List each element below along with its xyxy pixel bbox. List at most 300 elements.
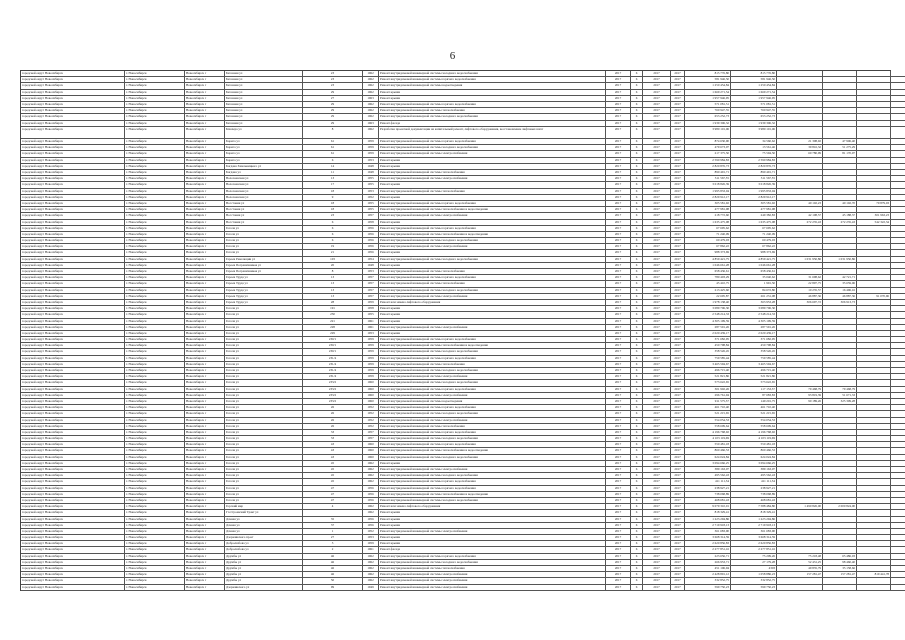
table-cell: 451 106,94 [685, 566, 731, 572]
table-cell: 2017 [671, 170, 685, 176]
table-cell: 2017 [643, 492, 671, 498]
table-cell: 1957 [363, 294, 379, 300]
table-cell: 2017 [643, 331, 671, 337]
table-cell: 6 [631, 263, 643, 269]
table-cell: г. Новосибирск [125, 170, 185, 176]
table-cell: 2017 [671, 226, 685, 232]
table-cell: г. Новосибирск [125, 213, 185, 219]
table-cell: 4 [303, 504, 363, 510]
table-cell: Новосибирск г [185, 102, 225, 108]
table-cell: Новосибирск г [185, 331, 225, 337]
table-cell: 554 054,53 [731, 418, 777, 424]
table-cell: 2017 [671, 189, 685, 195]
table-cell: 1953 [363, 535, 379, 541]
table-cell: 2017 [643, 473, 671, 479]
table-cell: 550 481,18 [731, 442, 777, 448]
table-cell: 6 [631, 424, 643, 430]
table-cell: 325 309,28 [823, 399, 857, 405]
table-cell: 1959 [363, 362, 379, 368]
table-cell: 6 [631, 504, 643, 510]
table-cell: 2017 [606, 250, 631, 256]
table-cell: 233/2 [303, 380, 363, 386]
table-cell: 2017 [643, 547, 671, 553]
table-cell: 287 591,26 [685, 325, 731, 331]
table-cell: 1957 [363, 436, 379, 442]
table-cell: 558 609,64 [685, 424, 731, 430]
table-cell: Ремонт внутридомовой инженерной системы горячего водоснабжения [379, 102, 606, 108]
table-cell: Волочаевская ул [225, 195, 303, 201]
table-cell: г. Новосибирск [125, 114, 185, 120]
table-cell: городской округ Новосибирск [21, 430, 125, 436]
table-cell: 1 490 826,00 [777, 504, 823, 510]
table-cell: Гоголя ул [225, 498, 303, 504]
table-cell: Новосибирск г [185, 566, 225, 572]
table-cell: городской округ Новосибирск [21, 263, 125, 269]
table-cell: Ремонт внутридомовой инженерной системы электроснабжения [379, 578, 606, 584]
table-cell: 35 659,06 [823, 281, 857, 287]
table-cell: 2017 [671, 263, 685, 269]
table-cell: 2017 [606, 436, 631, 442]
table-cell: 6 [631, 498, 643, 504]
table-cell: 2017 [606, 387, 631, 393]
table-cell: 6 [631, 77, 643, 83]
table-cell: 157 281,47 [777, 572, 823, 578]
table-cell: 2017 [671, 479, 685, 485]
table-cell: 2017 [606, 393, 631, 399]
table-cell: Ремонт внутридомовой инженерной системы теплоснабжения и водоотведения [379, 343, 606, 349]
table-cell: Бориса ул [225, 151, 303, 157]
table-cell: 2017 [606, 343, 631, 349]
table-cell: 468 681,43 [685, 498, 731, 504]
table-cell: 40 102,23 [777, 201, 823, 207]
table-cell: Ремонт фасада [379, 547, 606, 553]
table-cell: 495 562,43 [685, 473, 731, 479]
table-cell: 2017 [671, 554, 685, 560]
table-cell: 1956 [363, 232, 379, 238]
table-cell: 6 [631, 306, 643, 312]
table-cell: городской округ Новосибирск [21, 164, 125, 170]
table-cell: 2017 [671, 585, 685, 591]
table-cell: 2017 [643, 554, 671, 560]
table-cell: 1956 [363, 517, 379, 523]
table-cell: Ремонт или замена лифтового оборудования [379, 300, 606, 306]
table-cell: 6 [631, 405, 643, 411]
table-cell: 361 683,90 [685, 529, 731, 535]
table-cell: городской округ Новосибирск [21, 257, 125, 263]
table-cell: 45 [303, 473, 363, 479]
table-cell: 2017 [671, 90, 685, 96]
table-cell: Новосибирск г [185, 473, 225, 479]
table-cell: 2 [303, 547, 363, 553]
table-cell: 46 [303, 566, 363, 572]
table-cell: 2017 [606, 467, 631, 473]
table-cell: 84 672,80 [731, 288, 777, 294]
table-cell: 52 431,25 [777, 560, 823, 566]
table-cell: городской округ Новосибирск [21, 411, 125, 417]
table-cell: 461 710,40 [685, 405, 731, 411]
table-cell: 2017 [671, 356, 685, 362]
table-cell: г. Новосибирск [125, 127, 185, 139]
table-cell: 2 829 912,17 [731, 195, 777, 201]
table-cell: 6 [631, 102, 643, 108]
table-cell: г. Новосибирск [125, 572, 185, 578]
table-cell: 2017 [671, 473, 685, 479]
table-cell: 1954 [363, 257, 379, 263]
table-cell: 67 695,62 [685, 226, 731, 232]
table-cell: городской округ Новосибирск [21, 319, 125, 325]
table-cell: 6 [631, 139, 643, 145]
table-cell: 46 [303, 554, 363, 560]
table-cell: Новосибирск г [185, 547, 225, 553]
table-cell: 26 [303, 405, 363, 411]
table-cell: 238 927,21 [731, 486, 777, 492]
table-cell: 2017 [643, 430, 671, 436]
table-cell: г. Новосибирск [125, 535, 185, 541]
table-cell: 2017 [643, 448, 671, 454]
table-cell: 296 761,94 [685, 393, 731, 399]
table-cell: 13 [303, 294, 363, 300]
table-cell: 221 [303, 319, 363, 325]
table-cell: Новосибирск г [185, 201, 225, 207]
table-cell: Гоголя ул [225, 393, 303, 399]
table-cell: 272 235,43 [823, 220, 857, 226]
table-cell: 1960 [363, 387, 379, 393]
table-cell: Новосибирск г [185, 343, 225, 349]
table-cell: Героев Труда ул [225, 300, 303, 306]
table-cell: 2 277 851,16 [685, 547, 731, 553]
table-cell: 67 862,22 [731, 244, 777, 250]
table-cell: 2017 [606, 424, 631, 430]
table-cell: 2017 [671, 362, 685, 368]
table-cell: Гоголя ул [225, 411, 303, 417]
table-cell: 2017 [643, 170, 671, 176]
table-cell: 2017 [671, 300, 685, 306]
table-cell: 2017 [643, 486, 671, 492]
table-cell: Бетонная ул [225, 102, 303, 108]
table-cell: Ремонт внутридомовой инженерной системы теплоснабжения [379, 362, 606, 368]
table-cell: Восстания ул [225, 220, 303, 226]
table-cell: Ремонт внутридомовой инженерной системы электроснабжения [379, 529, 606, 535]
table-cell: городской округ Новосибирск [21, 201, 125, 207]
table-cell: 6 [631, 411, 643, 417]
table-cell: 2017 [671, 455, 685, 461]
table-cell: 2017 [606, 232, 631, 238]
table-cell: 2 020 439,17 [731, 331, 777, 337]
table-cell: 2017 [643, 498, 671, 504]
table-cell: 6 [631, 374, 643, 380]
table-cell: городской округ Новосибирск [21, 294, 125, 300]
table-cell [857, 585, 891, 591]
table-cell: 2017 [671, 566, 685, 572]
table-cell: 911 575,37 [685, 399, 731, 405]
table-cell: Новосибирск г [185, 325, 225, 331]
table-cell: 1962 [363, 102, 379, 108]
table-cell: 2017 [606, 158, 631, 164]
table-cell: городской округ Новосибирск [21, 578, 125, 584]
table-cell: городской округ Новосибирск [21, 547, 125, 553]
table-cell: 6 [631, 529, 643, 535]
table-cell: 6 [631, 151, 643, 157]
table-cell: г. Новосибирск [125, 492, 185, 498]
table-cell: Гоголя ул [225, 461, 303, 467]
table-cell: городской округ Новосибирск [21, 393, 125, 399]
table-cell: 2017 [606, 325, 631, 331]
table-cell: 2017 [643, 393, 671, 399]
table-cell: 389 163,07 [685, 467, 731, 473]
table-cell: городской округ Новосибирск [21, 288, 125, 294]
table-cell: г. Новосибирск [125, 319, 185, 325]
table-cell: 2017 [643, 424, 671, 430]
table-cell: 218 772,60 [685, 213, 731, 219]
table-cell: 1959 [363, 343, 379, 349]
table-cell: 2017 [606, 368, 631, 374]
table-cell: городской округ Новосибирск [21, 182, 125, 188]
table-cell: 1957 [363, 275, 379, 281]
table-cell: 19 [303, 244, 363, 250]
table-cell: 21 308,92 [777, 139, 823, 145]
table-cell: 6 [631, 121, 643, 127]
table-cell: городской округ Новосибирск [21, 207, 125, 213]
table-cell: 13 [303, 176, 363, 182]
table-cell: Новосибирск г [185, 523, 225, 529]
table-cell: г. Новосибирск [125, 250, 185, 256]
table-cell: 1959 [363, 337, 379, 343]
table-cell: 23 [303, 71, 363, 77]
table-cell: 6 [631, 71, 643, 77]
table-cell: 23 [303, 213, 363, 219]
table-cell: 6 [631, 189, 643, 195]
table-cell: 2017 [643, 374, 671, 380]
table-cell: городской округ Новосибирск [21, 189, 125, 195]
table-cell: 6 [631, 250, 643, 256]
table-cell: 45 [303, 461, 363, 467]
table-cell: 1960 [363, 380, 379, 386]
table-cell: Ремонт внутридомовой инженерной системы теплоснабжения [379, 108, 606, 114]
table-cell: 14 [303, 164, 363, 170]
table-cell: 31 698,62 [777, 275, 823, 281]
table-cell: 2017 [671, 436, 685, 442]
table-cell: 6 [631, 560, 643, 566]
table-cell: 780 403,29 [685, 275, 731, 281]
table-cell: 6 [631, 170, 643, 176]
table-cell: 98 460,40 [823, 560, 857, 566]
table-cell: 2017 [643, 455, 671, 461]
table-cell: 6 [631, 226, 643, 232]
table-cell: 2017 [606, 572, 631, 578]
table-cell: Волочаевская ул [225, 189, 303, 195]
table-cell: 2017 [643, 362, 671, 368]
table-cell: городской округ Новосибирск [21, 83, 125, 89]
table-cell: 191 [303, 306, 363, 312]
table-cell: Ремонт внутридомовой инженерной системы электроснабжения [379, 418, 606, 424]
table-cell: 2017 [671, 238, 685, 244]
table-cell: городской округ Новосибирск [21, 418, 125, 424]
table-cell: 2017 [643, 479, 671, 485]
table-cell: Новосибирск г [185, 393, 225, 399]
table-cell: 1960 [363, 399, 379, 405]
table-cell: Разработка проектной документации на капитальный ремонт, лифтового оборудования, восстановление лифтовых шахт [379, 127, 606, 139]
table-cell: 2017 [606, 226, 631, 232]
table-cell: 2017 [606, 517, 631, 523]
table-cell: Ремонт внутридомовой инженерной системы электроснабжения [379, 325, 606, 331]
table-cell: 2017 [606, 523, 631, 529]
table-cell: 67 695,62 [731, 226, 777, 232]
table-cell: Новосибирск г [185, 83, 225, 89]
table-cell: 1959 [363, 374, 379, 380]
table-cell: г. Новосибирск [125, 312, 185, 318]
table-cell: 2017 [606, 275, 631, 281]
table-cell: 2017 [606, 504, 631, 510]
table-cell: 2017 [671, 498, 685, 504]
table-cell: 2017 [606, 96, 631, 102]
table-cell: 2017 [606, 585, 631, 591]
table-cell: 2017 [643, 436, 671, 442]
table-cell: Гоголя ул [225, 387, 303, 393]
table-cell: Ремонт внутридомовой инженерной системы электроснабжения [379, 151, 606, 157]
table-cell: 6 [631, 479, 643, 485]
table-cell: г. Новосибирск [125, 529, 185, 535]
table-cell: Дружбы ул [225, 560, 303, 566]
table-cell: 1958 [363, 220, 379, 226]
table-cell: Ремонт внутридомовой инженерной системы теплоснабжения [379, 424, 606, 430]
table-cell: 29 [303, 114, 363, 120]
table-cell: 42 108,57 [777, 213, 823, 219]
table-cell: 3 089 706,30 [685, 306, 731, 312]
table-cell: 2017 [671, 349, 685, 355]
table-cell: 2017 [606, 535, 631, 541]
table-cell: 411 111,34 [731, 479, 777, 485]
table-cell: городской округ Новосибирск [21, 300, 125, 306]
table-cell: 2 590 984,83 [685, 158, 731, 164]
table-cell: 2017 [643, 121, 671, 127]
table-cell: 6 [631, 325, 643, 331]
table-cell: городской округ Новосибирск [21, 269, 125, 275]
table-cell: Гоголя ул [225, 331, 303, 337]
table-cell: Ремонт крыши [379, 96, 606, 102]
table-cell: Новосибирск г [185, 578, 225, 584]
table-cell: 11 [303, 170, 363, 176]
table-cell: 1962 [363, 566, 379, 572]
table-cell: 6 [631, 281, 643, 287]
table-cell: Ремонт крыши [379, 90, 606, 96]
table-cell: 2017 [671, 504, 685, 510]
table-cell: 2017 [671, 442, 685, 448]
table-cell: городской округ Новосибирск [21, 424, 125, 430]
table-cell: 2017 [606, 399, 631, 405]
table-cell: 1962 [363, 108, 379, 114]
table-cell: 46 887,36 [777, 294, 823, 300]
table-cell: 2017 [643, 176, 671, 182]
table-cell: Бетонная ул [225, 90, 303, 96]
table-cell: Гоголя ул [225, 418, 303, 424]
table-cell: 558 609,64 [731, 424, 777, 430]
table-cell: 1961 [363, 319, 379, 325]
table-cell: 2 820 876,73 [731, 164, 777, 170]
table-cell: г. Новосибирск [125, 151, 185, 157]
table-cell: 81 170,07 [823, 151, 857, 157]
table-cell: 4 196 768,92 [731, 430, 777, 436]
table-cell: 228 [303, 325, 363, 331]
table-cell: городской округ Новосибирск [21, 455, 125, 461]
table-cell: Ремонт внутридомовой инженерной системы теплоснабжения и водоотведения [379, 492, 606, 498]
table-cell: 2017 [671, 312, 685, 318]
table-cell: 450 798,84 [731, 343, 777, 349]
table-cell: 6 [631, 232, 643, 238]
table-cell: г. Новосибирск [125, 108, 185, 114]
table-cell: 2017 [643, 411, 671, 417]
table-cell: г. Новосибирск [125, 71, 185, 77]
table-cell: 46 887,36 [823, 294, 857, 300]
table-cell: 1955 [363, 207, 379, 213]
table-cell: 229 [303, 331, 363, 337]
table-cell: 1962 [363, 479, 379, 485]
table-cell: Ремонт внутридомовой инженерной системы электроснабжения [379, 244, 606, 250]
table-cell: 2017 [606, 356, 631, 362]
table-cell: городской округ Новосибирск [21, 585, 125, 591]
table-cell: 1956 [363, 492, 379, 498]
table-cell: 1960 [363, 393, 379, 399]
table-cell: городской округ Новосибирск [21, 121, 125, 127]
table-cell: 2017 [606, 479, 631, 485]
table-cell: 1955 [363, 201, 379, 207]
table-cell: Гоголя ул [225, 244, 303, 250]
table-cell: 4 103 119,69 [731, 436, 777, 442]
table-cell: г. Новосибирск [125, 560, 185, 566]
table-cell: г. Новосибирск [125, 578, 185, 584]
table-cell: городской округ Новосибирск [21, 343, 125, 349]
table-cell: 1959 [363, 541, 379, 547]
table-cell: Ремонт крыши [379, 263, 606, 269]
table-cell: Ремонт внутридомовой инженерной системы холодного водоснабжения [379, 380, 606, 386]
table-cell: 2017 [643, 442, 671, 448]
table-cell: 1953 [363, 189, 379, 195]
table-cell: Ремонт крыши [379, 195, 606, 201]
table-cell: 2017 [671, 288, 685, 294]
table-cell: 1962 [363, 572, 379, 578]
table-cell: Ремонт крыши [379, 523, 606, 529]
table-cell: 90 189,26 [777, 399, 823, 405]
table-cell: Ремонт внутридомовой инженерной системы теплоснабжения и водоотведения [379, 207, 606, 213]
table-cell: Новосибирск г [185, 479, 225, 485]
table-cell: 2017 [606, 529, 631, 535]
table-cell: 3 668 314,59 [685, 535, 731, 541]
table-cell: 60 479,03 [731, 238, 777, 244]
table-cell: городской округ Новосибирск [21, 498, 125, 504]
table-cell: г. Новосибирск [125, 566, 185, 572]
table-cell: 2017 [643, 281, 671, 287]
table-cell: 26 [303, 411, 363, 417]
table-cell: 2017 [606, 207, 631, 213]
table-cell: 1 991,50 [731, 281, 777, 287]
table-cell: 495 562,43 [731, 473, 777, 479]
table-cell: Гоголя ул [225, 312, 303, 318]
table-cell: 2017 [671, 201, 685, 207]
table-cell: 2017 [671, 96, 685, 102]
table-cell: 658 436,61 [731, 269, 777, 275]
table-cell: Гоголя ул [225, 306, 303, 312]
table-cell: 1 [303, 529, 363, 535]
table-cell: 2017 [671, 275, 685, 281]
table-cell: 1953 [363, 331, 379, 337]
table-cell: 461 710,40 [731, 405, 777, 411]
table-cell: 33 [303, 430, 363, 436]
table-cell: городской округ Новосибирск [21, 523, 125, 529]
table-cell: 573 622,65 [731, 380, 777, 386]
table-cell: Бетонная ул [225, 96, 303, 102]
table-cell: Новосибирск г [185, 294, 225, 300]
table-cell: 1956 [363, 523, 379, 529]
table-cell: 2017 [643, 535, 671, 541]
